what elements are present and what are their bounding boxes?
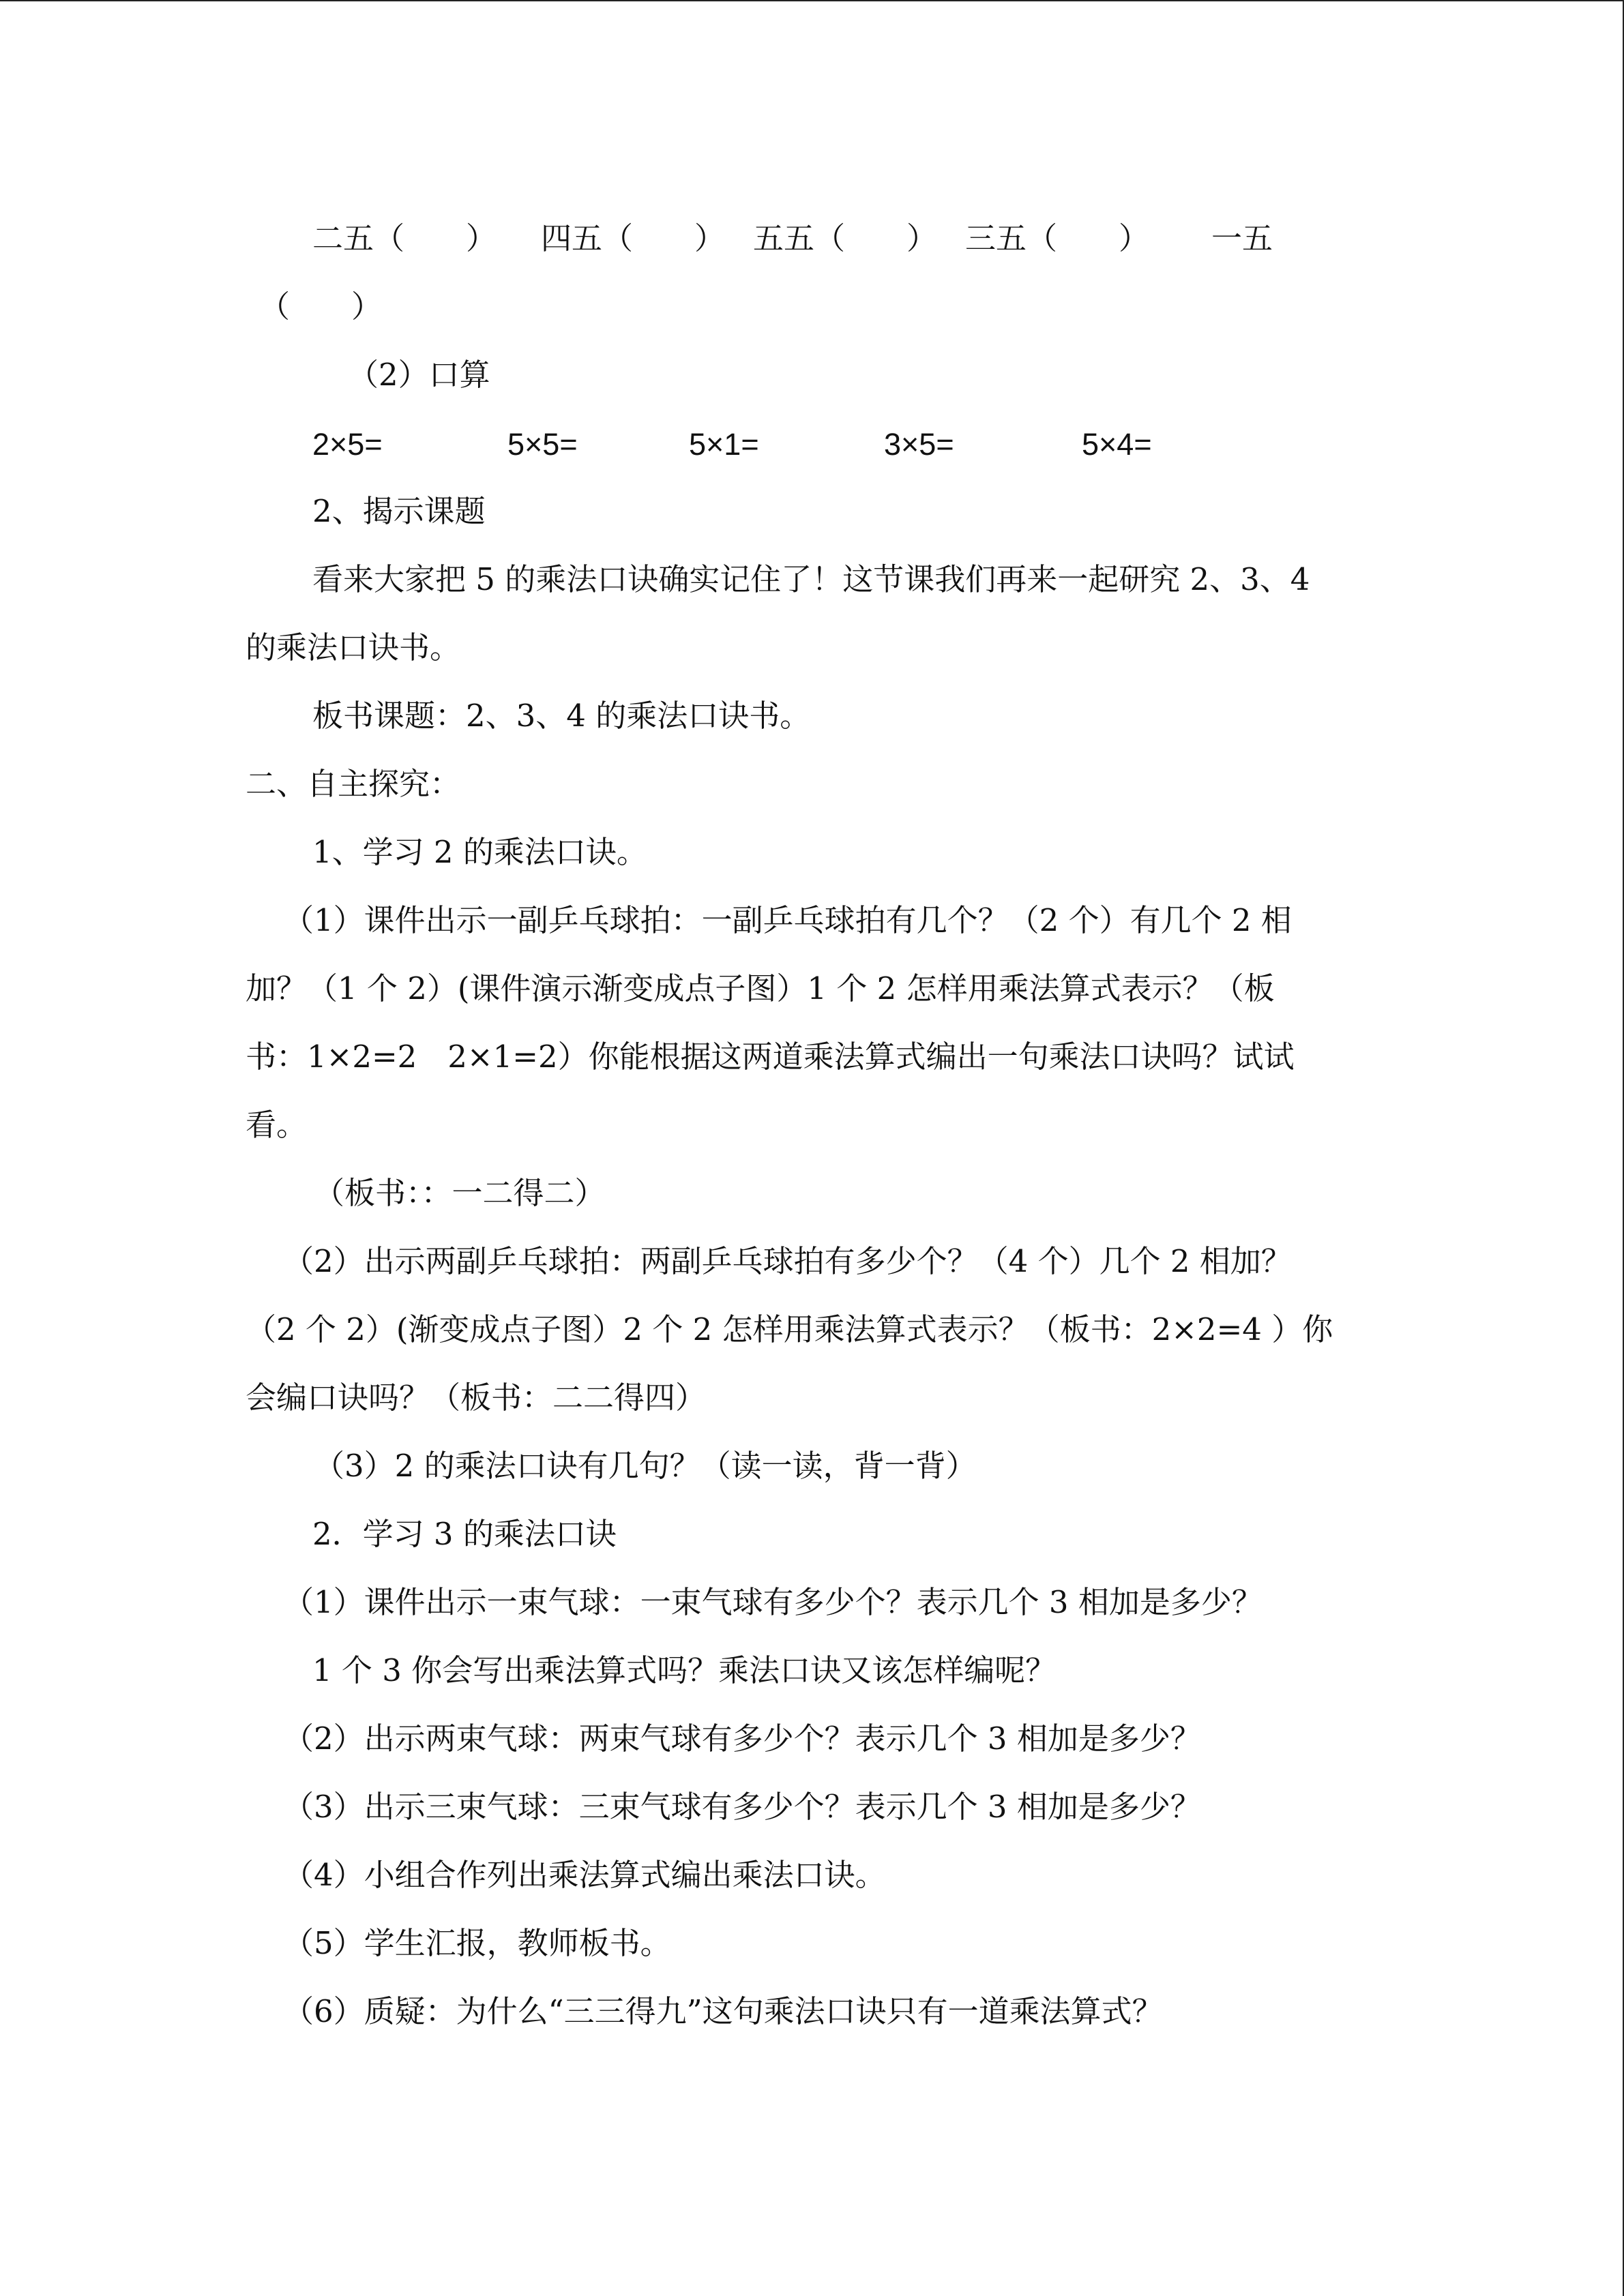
recitation-item: 五五（ ） (753, 220, 938, 256)
recitation-item: 四五（ ） (541, 220, 726, 256)
oral-item: 5×4= (1082, 427, 1152, 462)
recitation-wrap: （ ） (259, 288, 383, 325)
paragraph-line: （6）质疑：为什么“三三得九”这句乘法口诀只有一道乘法算式？ (283, 1993, 1163, 2029)
page-border-top (0, 0, 1624, 1)
paragraph-line: 看。 (246, 1107, 308, 1143)
reveal-title: 2、揭示课题 (312, 493, 486, 529)
paragraph-line: 1 个 3 你会写出乘法算式吗？乘法口诀又该怎样编呢？ (312, 1652, 1057, 1688)
oral-item: 2×5= (312, 427, 383, 462)
recitation-item: 一五 (1211, 220, 1273, 256)
paragraph-line: （4）小组合作列出乘法算式编出乘法口诀。 (283, 1857, 886, 1893)
paragraph-line: （2 个 2）(渐变成点子图）2 个 2 怎样用乘法算式表示？（板书：2×2=4 ）你 (246, 1311, 1333, 1347)
paragraph-line: （2）出示两副乒乓球拍：两副乒乓球拍有多少个？（4 个）几个 2 相加？ (283, 1243, 1292, 1279)
paragraph-line: （3）2 的乘法口诀有几句？（读一读，背一背） (314, 1448, 977, 1484)
oral-item: 5×1= (689, 427, 759, 462)
paragraph-line: （1）课件出示一束气球：一束气球有多少个？表示几个 3 相加是多少？ (283, 1584, 1263, 1620)
oral-item: 3×5= (884, 427, 954, 462)
paragraph-line: 加？（1 个 2）(课件演示渐变成点子图）1 个 2 怎样用乘法算式表示？（板 (246, 970, 1275, 1007)
recitation-item: 三五（ ） (965, 220, 1150, 256)
paragraph-line: 的乘法口诀书。 (246, 629, 461, 666)
paragraph-line: 书：1×2=2 2×1=2）你能根据这两道乘法算式编出一句乘法口诀吗？试试 (246, 1039, 1295, 1075)
subsection-heading: 2．学习 3 的乘法口诀 (312, 1516, 617, 1552)
paragraph-line: （1）课件出示一副乒乓球拍：一副乒乓球拍有几个？（2 个）有几个 2 相 (283, 902, 1292, 938)
board-title: 板书课题：2、3、4 的乘法口诀书。 (312, 698, 811, 734)
paragraph-line: （2）出示两束气球：两束气球有多少个？表示几个 3 相加是多少？ (283, 1720, 1201, 1757)
paragraph-line: （3）出示三束气球：三束气球有多少个？表示几个 3 相加是多少？ (283, 1789, 1201, 1825)
board-note: （板书：：一二得二） (314, 1175, 606, 1211)
paragraph-line: 会编口诀吗？（板书：二二得四） (246, 1380, 707, 1416)
paragraph-line: 看来大家把 5 的乘法口诀确实记住了！这节课我们再来一起研究 2、3、4 (312, 561, 1310, 597)
subsection-heading: 1、学习 2 的乘法口诀。 (312, 834, 647, 870)
paragraph-line: （5）学生汇报，教师板书。 (283, 1925, 671, 1961)
oral-item: 5×5= (507, 427, 578, 462)
section-heading: 二、自主探究： (246, 766, 461, 802)
oral-title: （2）口算 (348, 357, 490, 393)
recitation-item: 二五（ ） (312, 220, 497, 256)
